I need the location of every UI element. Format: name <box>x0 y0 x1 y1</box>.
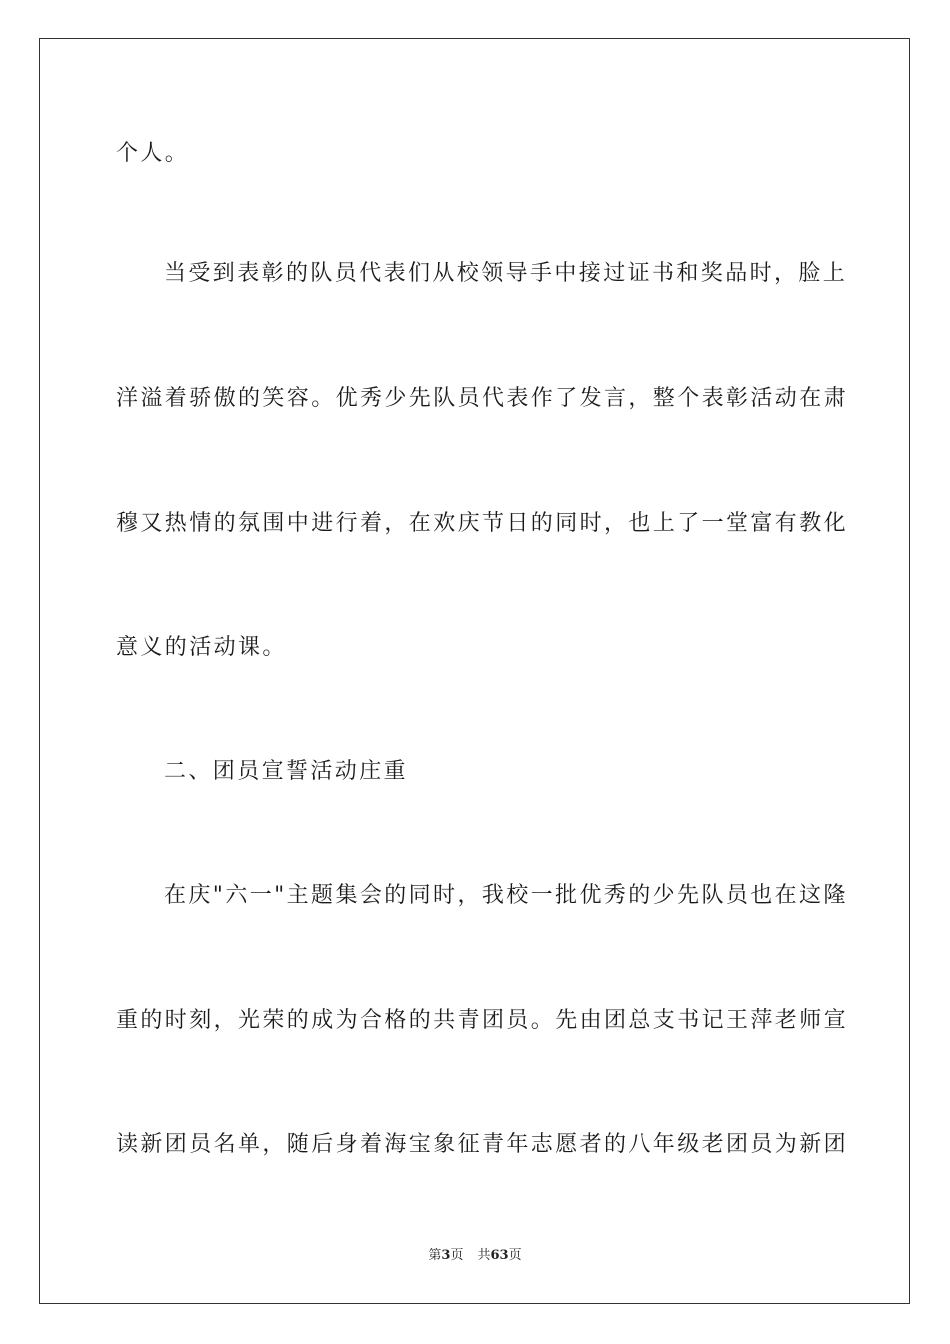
text-line-5: 意义的活动课。 <box>116 635 287 660</box>
section-heading: 二、团员宣誓活动庄重 <box>164 759 409 784</box>
page-prefix: 第 <box>428 1248 442 1263</box>
text-line-7: 在庆"六一"主题集会的同时，我校一批优秀的少先队员也在这隆 <box>164 883 848 908</box>
total-pages: 63 <box>490 1248 509 1263</box>
text-line-1: 个人。 <box>116 141 190 166</box>
total-prefix: 共 <box>477 1248 491 1263</box>
text-line-8: 重的时刻，光荣的成为合格的共青团员。先由团总支书记王萍老师宣 <box>116 1008 849 1033</box>
text-line-2: 当受到表彰的队员代表们从校领导手中接过证书和奖品时，脸上 <box>164 261 848 286</box>
total-suffix: 页 <box>508 1248 522 1263</box>
text-line-3: 洋溢着骄傲的笑容。优秀少先队员代表作了发言，整个表彰活动在肃 <box>116 386 849 411</box>
page-footer <box>0 1247 950 1265</box>
text-line-9: 读新团员名单，随后身着海宝象征青年志愿者的八年级老团员为新团 <box>116 1132 849 1157</box>
page-suffix: 页 <box>450 1248 464 1263</box>
text-line-4: 穆又热情的氛围中进行着，在欢庆节日的同时，也上了一堂富有教化 <box>116 511 849 536</box>
page-border <box>39 38 910 1304</box>
page-number: 3 <box>441 1248 451 1263</box>
